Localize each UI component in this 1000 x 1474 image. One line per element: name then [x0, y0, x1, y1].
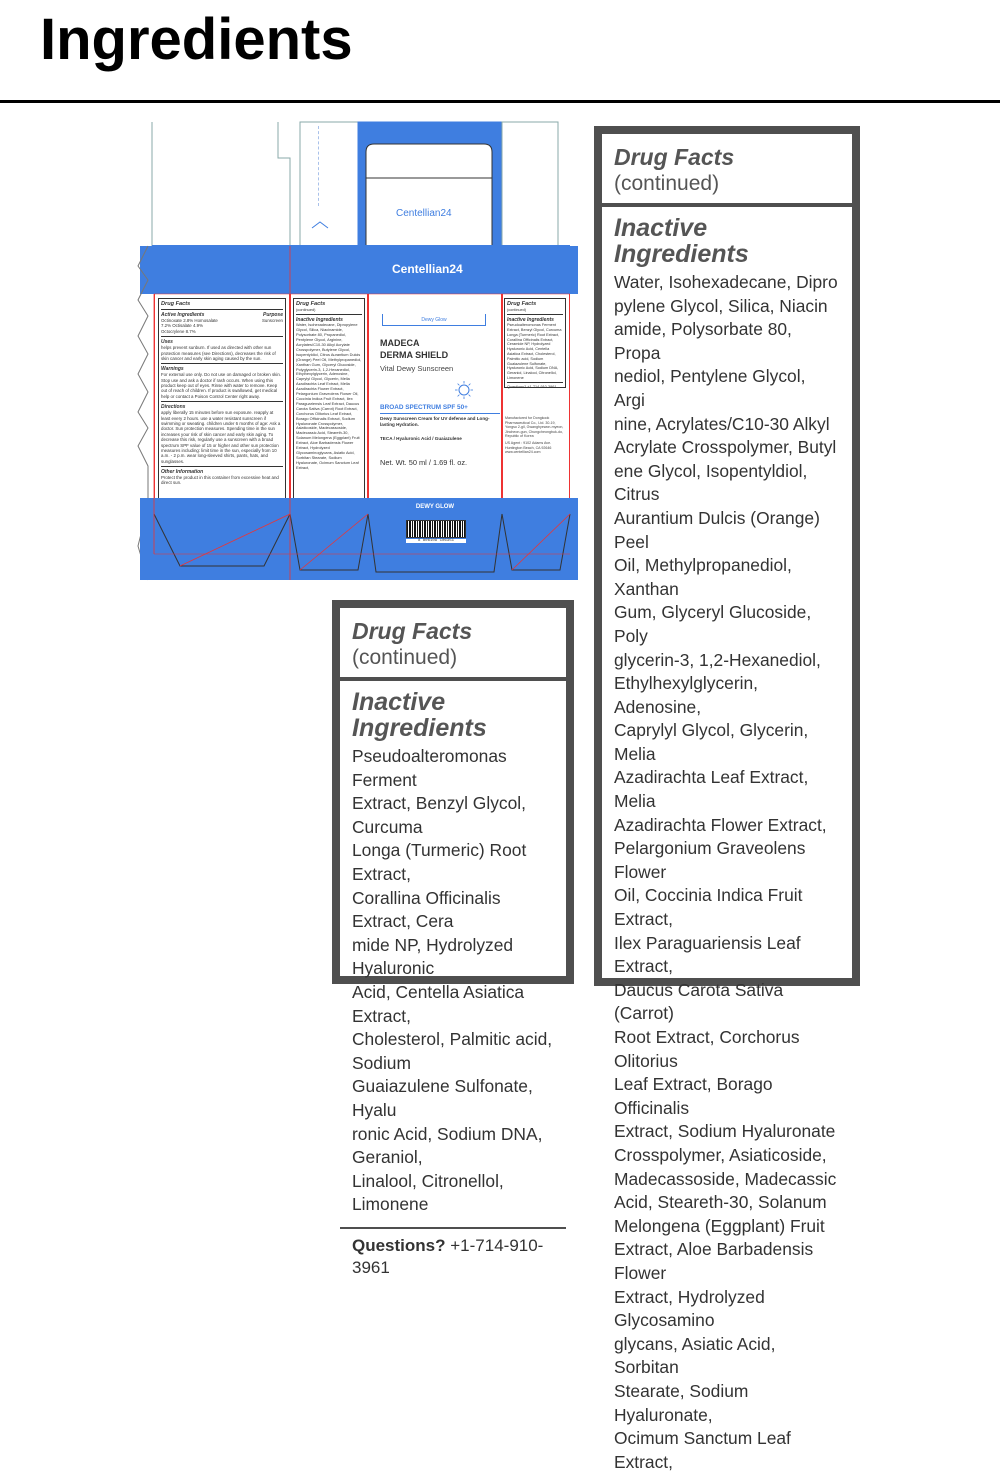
mini-title: Drug Facts [507, 301, 537, 307]
ingredient-line: ene Glycol, Isopentyldiol, Citrus [614, 460, 808, 505]
ingredient-line: Gum, Glyceryl Glucoside, Poly [614, 602, 812, 646]
ingredient-line: Extract, Aloe Barbadensis Flower [614, 1239, 814, 1283]
ingredient-line: Melongena (Eggplant) Fruit [614, 1215, 825, 1236]
front-product-line1: MADECA [380, 338, 420, 348]
ingredient-line: Pseudoalteromonas Ferment [352, 746, 507, 790]
ingredient-line: Corallina Officinalis Extract, Cera [352, 887, 501, 932]
questions-label: Questions? [352, 1235, 446, 1255]
mini-head: Inactive Ingredients [507, 317, 554, 324]
ingredient-line: Oil, Methylpropanediol, Xanthan [614, 555, 792, 599]
ingredient-line: Ethylhexylglycerin, Adenosine, [614, 673, 759, 717]
ingredient-line: Caprylyl Glycol, Glycerin, Melia [614, 720, 809, 764]
manufacturer-text: Manufactured for Dongkook Pharmaceutical Co., Ltd. 30-19, Yongso 2-gil, Gwanghyewon-myeon, Jincheon-gun, Chungcheongbuk-do, Republic of Korea [505, 416, 564, 439]
mini-warnings: For external use only. Do not use on damaged or broken skin. Stop use and ask a doctor if rash occurs. When using this product keep out of eyes. Rinse with water to remove. Keep out of reach of children. If product is swallowed, get medical help or contact a Poison Control Center right away. [161, 372, 281, 399]
carton-brand-top: Centellian24 [392, 262, 463, 276]
web-text: www.centellian24.com [505, 450, 541, 455]
top-flap-brand: Centellian24 [396, 208, 452, 219]
front-product-line2: DERMA SHIELD [380, 350, 449, 360]
drug-facts-title: Drug Facts [614, 144, 735, 170]
front-net-wt: Net. Wt. 50 ml / 1.69 fl. oz. [380, 458, 468, 467]
inactive-ingredients-heading: Inactive Ingredients [352, 688, 487, 742]
ingredient-line: glycerin-3, 1,2-Hexanediol, [614, 649, 821, 670]
front-key-ingredients: TECA / Hyaluronic Acid / Guaiazulene [380, 436, 462, 441]
drug-facts-continued: (continued) [352, 646, 458, 669]
ingredient-line: nine, Acrylates/C10-30 Alkyl [614, 413, 830, 434]
bottom-band-label: DEWY GLOW [415, 504, 455, 510]
dieline-marks [140, 118, 578, 580]
inactive-ingredients-heading: Inactive Ingredients [614, 214, 749, 268]
ingredient-line: Acrylate Crosspolymer, Butyl [614, 437, 837, 458]
questions-line [352, 1235, 554, 1279]
ingredient-line: mide NP, Hydrolyzed Hyaluronic [352, 934, 514, 979]
mini-head: Inactive Ingredients [296, 317, 343, 324]
mini-active-head: Active Ingredients [161, 311, 205, 318]
mini-text: Water, Isohexadecane, Dipropylene Glycol, Silica, Niacinamide, Polysorbate 80, Propanediol, Pentylene Glycol, Arginine, Acrylates/C10-30 Alkyl Acrylate Crosspolymer, Butylene Glycol, Isopentyldiol, Citrus Aurantium Dulcis (Orange) Peel Oil, Methylpropanediol, Xanthan Gum, Glyceryl Glucoside, Polyglycerin-3, 1,2-Hexanediol, Ethylhexylglycerin, Adenosine, Caprylyl Glycol, Glycerin, Melia Azadirachta Leaf Extract, Melia Azadirachta Flower Extract, Pelargonium Graveolens Flower Oil, Coccinia Indica Fruit Extract, Ilex Paraguariensis Leaf Extract, Daucus Carota Sativa (Carrot) Root Extract, Corchorus Olitorius Leaf Extract, Borago Officinalis Extract, Sodium Hyaluronate Crosspolymer, Asiaticoside, Madecassoside, Madecassic Acid, Steareth-30, Solanum Melongena (Eggplant) Fruit Extract, Aloe Barbadensis Flower Extract, Hydrolyzed Glycosaminoglycans, Asiatic Acid, Sorbitan Stearate, Sodium Hyaluronate, Ocimum Sanctum Leaf Extract, [296, 322, 362, 470]
ingredient-line: pylene Glycol, Silica, Niacin [614, 295, 828, 316]
ingredient-line: Oil, Coccinia Indica Fruit Extract, [614, 885, 803, 930]
ingredient-line: Crosspolymer, Asiaticoside, [614, 1144, 827, 1165]
carton-dieline [140, 118, 578, 580]
mini-cont: (continued) [507, 307, 526, 312]
mini-title: Drug Facts [161, 301, 191, 307]
drug-facts-continued: (continued) [614, 172, 720, 195]
drug-facts-title: Drug Facts [352, 618, 473, 644]
ingredient-line: ronic Acid, Sodium DNA, Geraniol, [352, 1123, 543, 1168]
title-divider [0, 100, 1000, 103]
ingredient-line: Azadirachta Leaf Extract, Melia [614, 767, 809, 812]
ingredient-line: Extract, Hydrolyzed Glycosamino [614, 1286, 765, 1331]
heavy-rule [602, 203, 852, 207]
ingredient-line: Water, Isohexadecane, Dipro [614, 272, 838, 292]
ingredient-line: Extract, Sodium Hyaluronate [614, 1121, 836, 1142]
front-badge: Dewy Glow [382, 314, 486, 326]
inactive-ingredients-text [614, 271, 840, 1474]
barcode-number: 8 806109 106351 [406, 539, 466, 543]
ingredient-line: glycans, Asiatic Acid, Sorbitan [614, 1333, 776, 1378]
ingredient-line: Madecassoside, Madecassic [614, 1168, 837, 1189]
ingredient-line: amide, Polysorbate 80, Propa [614, 319, 792, 363]
questions-phone: +1-714-910-3961 [352, 1235, 544, 1277]
heavy-rule [340, 677, 566, 681]
ingredient-line: Aurantium Dulcis (Orange) Peel [614, 507, 820, 552]
mini-questions: Questions? +1-714-910-3961 [507, 384, 557, 389]
ingredient-line: Azadirachta Flower Extract, [614, 814, 827, 835]
mini-directions: apply liberally 15 minutes before sun exposure. reapply at least every 2 hours. use a water resistant sunscreen if swimming or sweating. children under 6 months of age: Ask a doctor. Sun protection measures. Spending time in the sun increases your risk of skin cancer and early skin aging. To decrease this risk, regularly use a sunscreen with a broad spectrum SPF value of 15 or higher and other sun protection measures including: limit time in the sun, especially from 10 a.m. - 2 p.m. wear long-sleeved shirts, pants, hats, and sunglasses. [161, 410, 281, 464]
thin-rule [340, 1227, 566, 1229]
drug-facts-box-small [332, 600, 574, 1277]
ingredient-line: Cholesterol, Palmitic acid, Sodium [352, 1029, 553, 1073]
mini-title: Drug Facts [296, 301, 326, 307]
ingredient-line: Acid, Centella Asiatica Extract, [352, 981, 525, 1026]
mini-purpose-head: Purpose [262, 311, 283, 318]
mini-text: Pseudoalteromonas Ferment Extract, Benzyl Glycol, Curcuma Longa (Turmeric) Root Extract, Corallina Officinalis Extract, Ceramide NP, Hydrolyzed Hyaluronic Acid, Centella Asiatica Extract, Cholesterol, Palmitic acid, Sodium Guaiazulene Sulfonate, Hyaluronic Acid, Sodium DNA, Geraniol, Linalool, Citronellol, Limonene [507, 323, 562, 381]
ingredient-line: Extract, Benzyl Glycol, Curcuma [352, 793, 526, 837]
ingredient-line: nediol, Pentylene Glycol, Argi [614, 366, 806, 410]
ingredient-line: Acid, Steareth-30, Solanum [614, 1192, 827, 1213]
mini-directions-head: Directions [161, 404, 186, 411]
ingredient-line: Leaf Extract, Borago Officinalis [614, 1074, 773, 1118]
mini-other: Protect the product in this container from excessive heat and direct sun. [161, 475, 279, 486]
ingredient-line: Linalool, Citronellol, Limonene [352, 1170, 504, 1215]
agent-text: US Agent : 9102 Adams Ave. Huntington Beach, CA 92646 [505, 440, 552, 450]
ingredient-line: Root Extract, Corchorus Olitorius [614, 1027, 800, 1071]
mini-purpose: Sunscreen [262, 317, 283, 323]
mini-actives: Octinoxate 2.8% Homosalate 7.2% Octisalate 4.9% Octocrylene 8.7% [161, 317, 218, 334]
ingredient-line: Stearate, Sodium Hyaluronate, [614, 1380, 749, 1425]
ingredient-line: Ocimum Sanctum Leaf Extract, [614, 1428, 791, 1472]
ingredient-line: Pelargonium Graveolens Flower [614, 838, 806, 882]
drug-facts-box-large [594, 126, 860, 1472]
mini-uses-head: Uses [161, 339, 173, 346]
ingredient-line: Ilex Paraguariensis Leaf Extract, [614, 932, 801, 977]
mini-cont: (continued) [296, 306, 316, 312]
inactive-ingredients-text [352, 745, 554, 1217]
front-claim: Dewy Sunscreen Cream for UV defense and Long-lasting Hydration. [380, 416, 490, 427]
ingredient-line: Guaiazulene Sulfonate, Hyalu [352, 1076, 533, 1120]
mini-warnings-head: Warnings [161, 366, 184, 373]
mini-uses: helps prevent sunburn. If used as directed with other sun protection measures (see Directions), decreases the risk of skin cancer and early skin aging caused by the sun. [161, 345, 276, 361]
ingredient-line: Longa (Turmeric) Root Extract, [352, 840, 527, 884]
mini-other-head: Other Information [161, 469, 204, 476]
front-product-sub: Vital Dewy Sunscreen [380, 364, 454, 373]
page-title: Ingredients [40, 7, 353, 72]
ingredient-line: Daucus Carota Sativa (Carrot) [614, 979, 784, 1024]
front-spf: BROAD SPECTRUM SPF 50+ [380, 404, 500, 414]
